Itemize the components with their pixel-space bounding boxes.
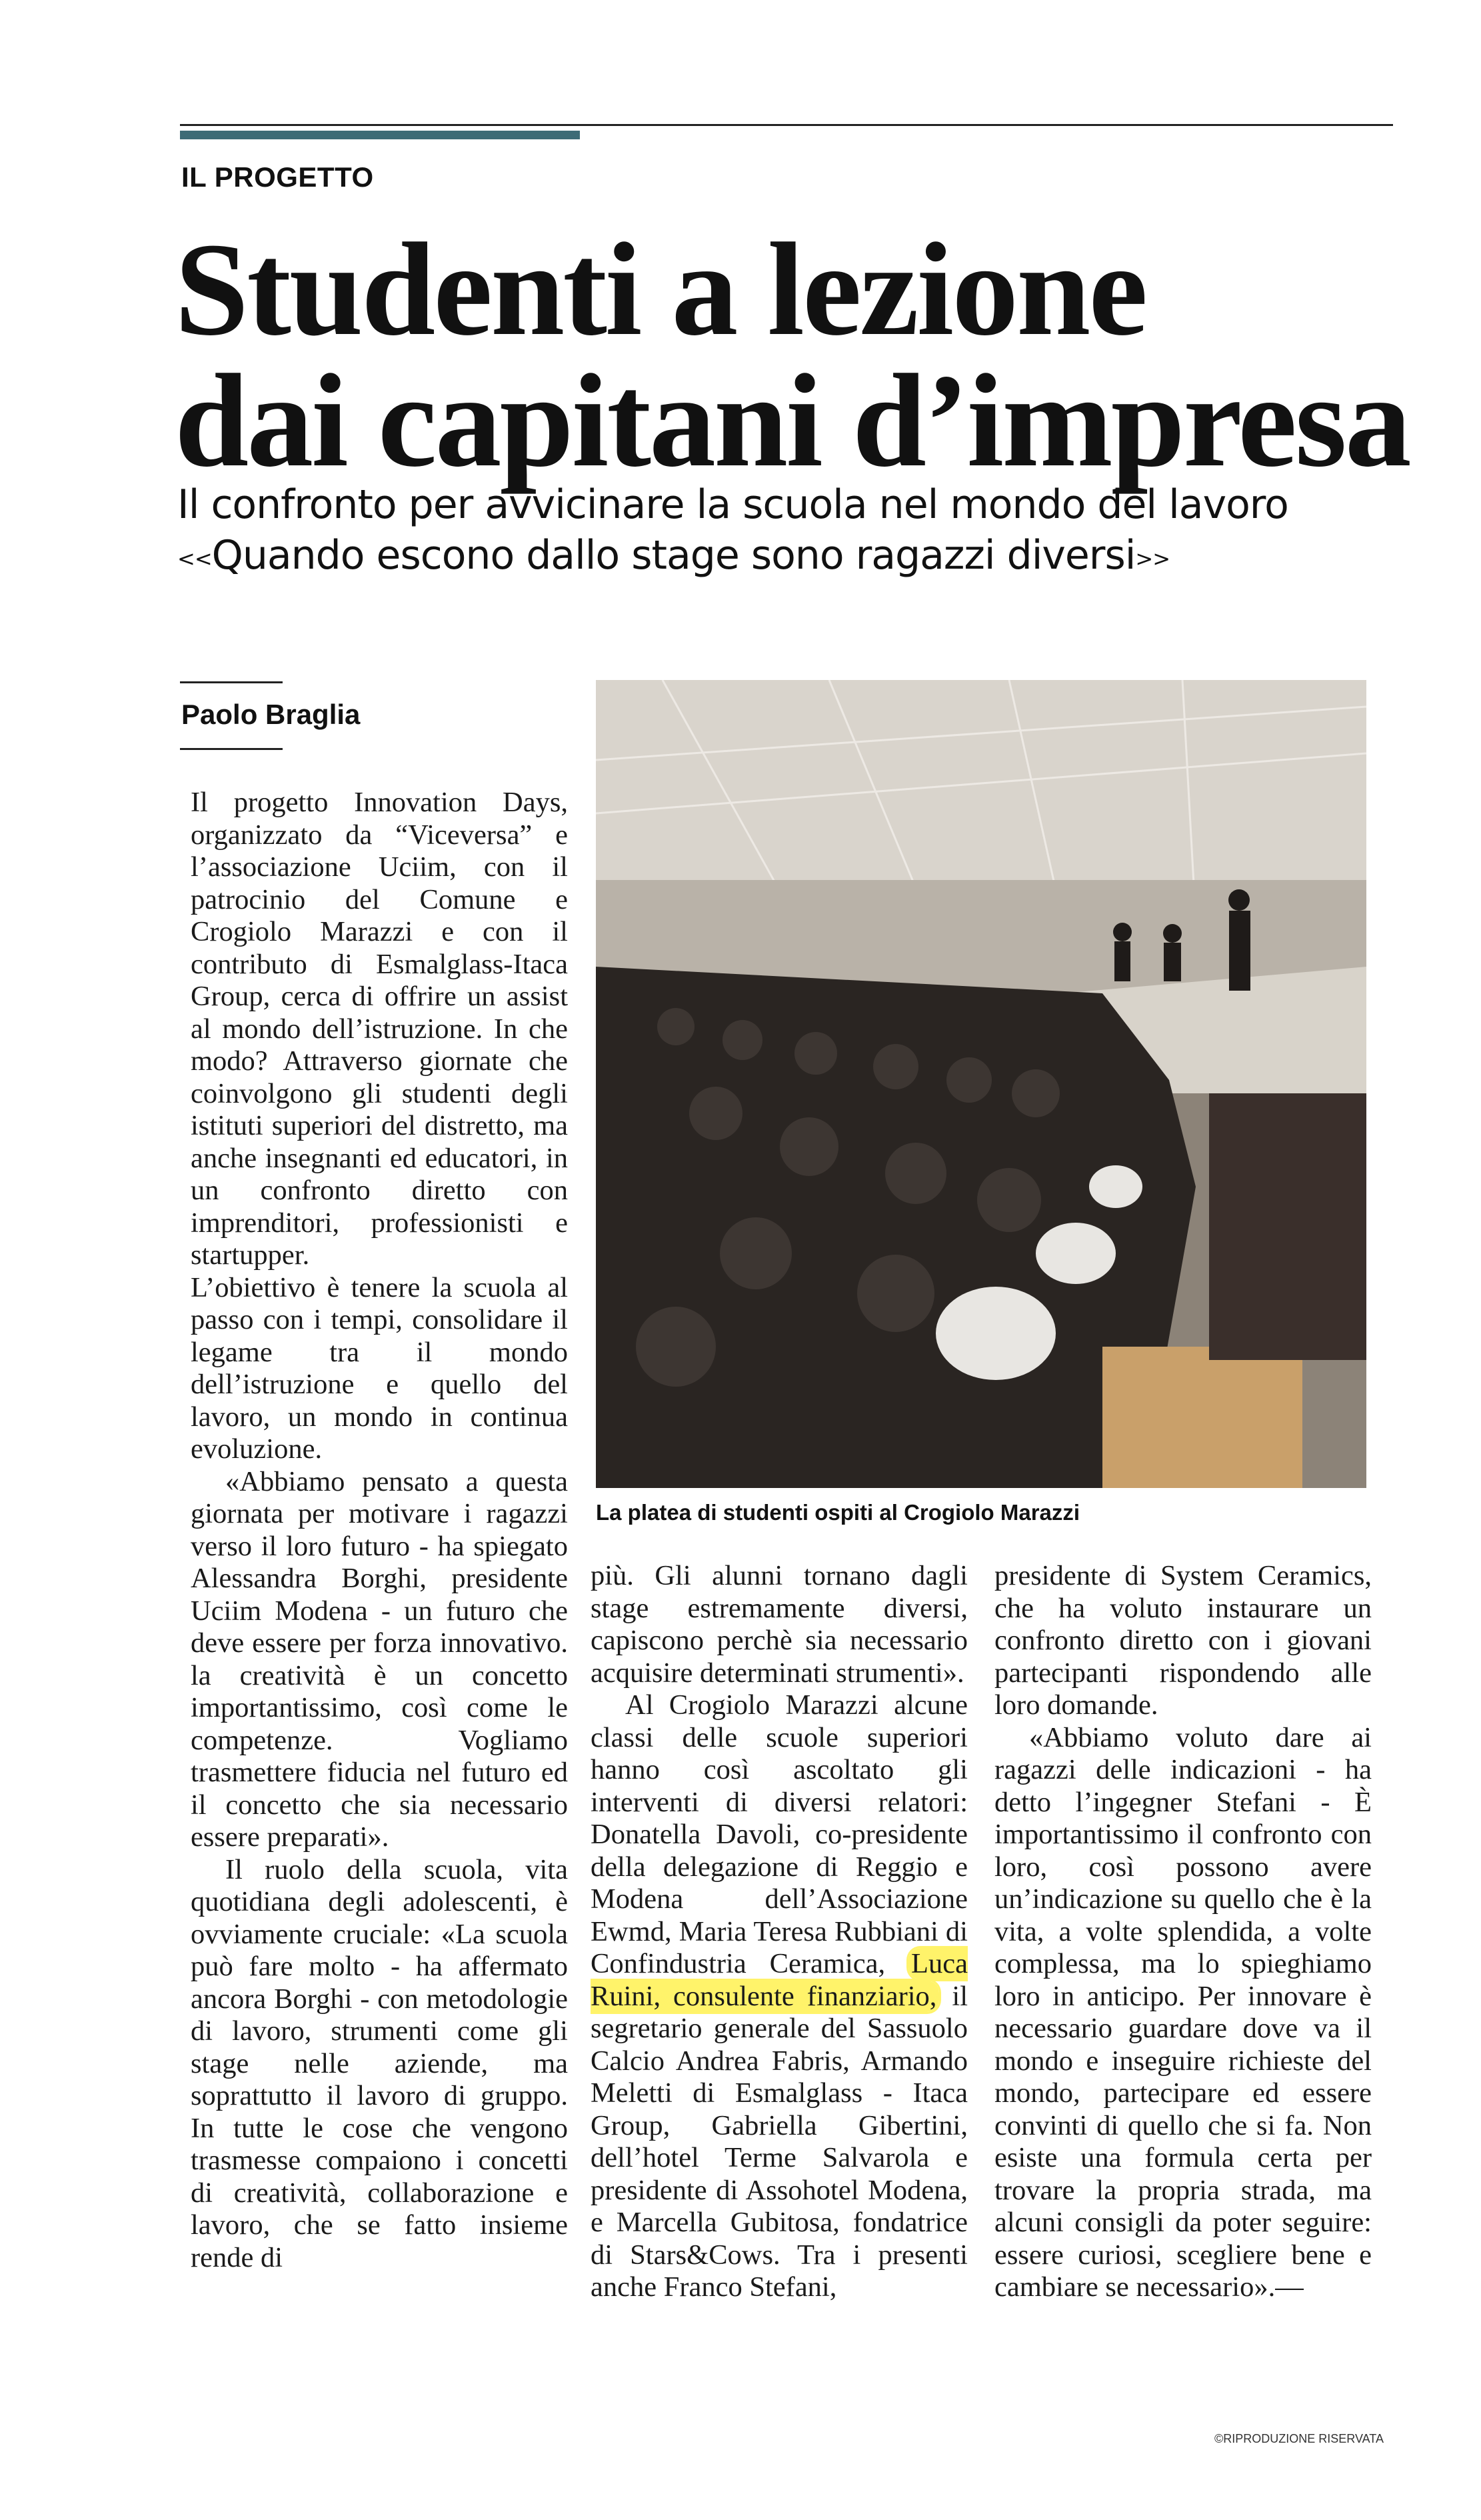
paragraph-text: «Abbiamo voluto dare ai ragazzi delle indicazioni - ha detto l’ingegner Stefani - È importantissimo il confronto con loro, così possono avere un’indicazione su quello che è la vita, a volte splendida, a volte complessa, ma lo spieghiamo loro in anticipo. Per innovare è necessario guardare dove va il mondo e inseguire richieste del mondo, partecipare ed essere convinti di quello che si fa. Non esiste una formula certa per trovare la propria strada, ma alcuni consigli da poter seguire: essere curiosi, scegliere bene e cambiare se necessario».	[994, 1721, 1372, 2303]
paragraph: «Abbiamo pensato a questa giornata per motivare i ragazzi verso il loro futuro - ha spiegato Alessandra Borghi, presidente Uciim Modena - un futuro che deve essere per forza innovativo. la creatività è un concetto importantissimo, così come le competenze. Vogliamo trasmettere fiducia nel futuro ed il concetto che sia necessario essere preparati».	[191, 1465, 568, 1853]
end-mark: —	[1275, 2271, 1304, 2303]
highlighted-text: Luca Ruini, consulente finanziario,	[591, 1948, 968, 2012]
paragraph: presidente di System Ceramics, che ha voluto instaurare un confronto diretto con i giovani partecipanti rispondendo alle loro domande.	[994, 1560, 1372, 1721]
headline-line-2: dai capitani d’impresa	[175, 347, 1410, 495]
article-photo	[596, 680, 1366, 1488]
top-rule	[180, 124, 1393, 126]
paragraph: Il progetto Innovation Days, organizzato da “Viceversa” e l’associazione Uciim, con il patrocinio del Comune e Crogiolo Marazzi e con il contributo di Esmalglass-Itaca Group, cerca di offrire un assist al mondo dell’istruzione. In che modo? Attraverso giornate che coinvolgono gli studenti degli istituti superiori del distretto, ma anche insegnanti ed educatori, in un confronto diretto con imprenditori, professionisti e startupper.	[191, 787, 568, 1271]
paragraph-text: Al Crogiolo Marazzi alcune classi delle scuole superiori hanno così ascoltato gli interventi di diversi relatori: Donatella Davoli, co-presidente della delegazione di Reggio e Modena dell’Associazione Ewmd, Maria Teresa Rubbiani di Confindustria Ceramica,	[591, 1689, 968, 1979]
author-byline: Paolo Braglia	[181, 699, 361, 730]
open-quote-mark: <<	[177, 546, 212, 571]
photo-caption: La platea di studenti ospiti al Crogiolo Marazzi	[596, 1500, 1080, 1525]
subtitle-line-1: Il confronto per avvicinare la scuola nel mondo del lavoro	[177, 481, 1288, 528]
paragraph: L’obiettivo è tenere la scuola al passo con i tempi, consolidare il legame tra il mondo dell’istruzione e quello del lavoro, un mondo in continua evoluzione.	[191, 1271, 568, 1465]
paragraph-text: il segretario generale del Sassuolo Calcio Andrea Fabris, Armando Meletti di Esmalglass - Itaca Group, Gabriella Gibertini, dell’hotel Terme Salvarola e presidente di Assohotel Modena, e Marcella Gubitosa, fondatrice di Stars&Cows. Tra i presenti anche Franco Stefani,	[591, 1980, 968, 2303]
audience-photo-illustration	[596, 680, 1366, 1488]
paragraph	[994, 1722, 1372, 2304]
article-column-1	[191, 787, 568, 2274]
paragraph	[591, 1689, 968, 2304]
headline-line-1: Studenti a lezione	[175, 216, 1146, 363]
article-column-2	[591, 1560, 968, 2304]
author-rule-bottom	[180, 748, 283, 750]
subtitle-quote-text: Quando escono dallo stage sono ragazzi diversi	[211, 532, 1136, 579]
copyright-notice: ©RIPRODUZIONE RISERVATA	[1214, 2432, 1384, 2445]
subtitle-line-2	[177, 532, 1170, 582]
person-jacket	[1102, 1347, 1302, 1488]
article-column-3	[994, 1560, 1372, 2304]
paragraph: Il ruolo della scuola, vita quotidiana degli adolescenti, è ovviamente cruciale: «La scuola può fare molto - ha affermato ancora Borghi - con metodologie di lavoro, strumenti come gli stage nelle aziende, ma soprattutto il lavoro di gruppo. In tutte le cose che vengono trasmesse compaiono i concetti di creatività, collaborazione e lavoro, che se fatto insieme rende di	[191, 1853, 568, 2273]
kicker: IL PROGETTO	[181, 161, 374, 193]
close-quote-mark: >>	[1135, 546, 1170, 571]
author-rule-top	[180, 681, 283, 683]
paragraph: più. Gli alunni tornano dagli stage estremamente diversi, capiscono perchè sia necessario acquisire determinati strumenti».	[591, 1560, 968, 1689]
accent-bar	[180, 131, 580, 139]
person-right	[1209, 1093, 1366, 1360]
